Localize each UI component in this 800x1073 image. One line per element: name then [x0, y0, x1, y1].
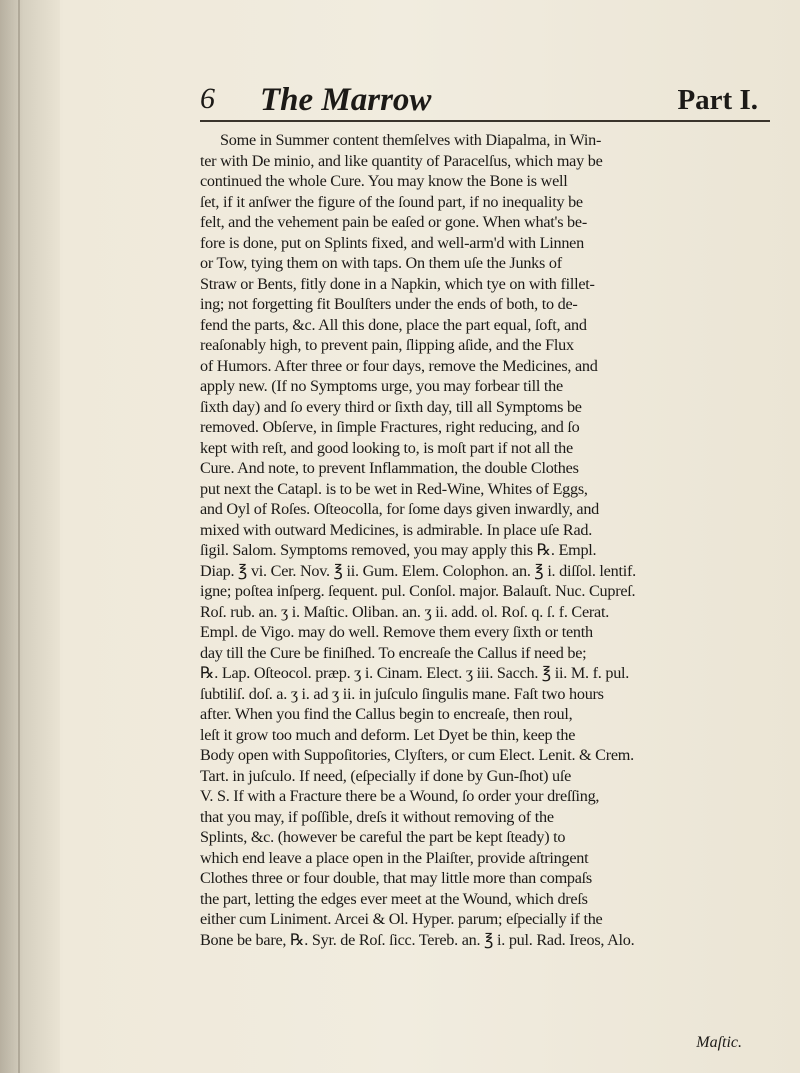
text-line: ℞. Lap. Oſteocol. præp. ʒ i. Cinam. Elect. ʒ iii. Sacch. ℥ ii. M. f. pul. — [200, 664, 630, 682]
text-line: Splints, &c. (however be careful the part be kept ſteady) to — [200, 828, 566, 846]
text-line: fend the parts, &c. All this done, place the part equal, ſoft, and — [200, 315, 587, 334]
text-line: fore is done, put on Splints fixed, and well-arm'd with Linnen — [200, 233, 584, 252]
book-binding-edge — [0, 0, 60, 1073]
text-line: Empl. de Vigo. may do well. Remove them every ſixth or tenth — [200, 623, 593, 641]
text-line: Roſ. rub. an. ʒ i. Maſtic. Oliban. an. ʒ ii. add. ol. Roſ. q. ſ. f. Cerat. — [200, 602, 610, 621]
text-line: ter with De minio, and like quantity of Paracelſus, which may be — [200, 151, 603, 170]
text-line: or Tow, tying them on with taps. On them uſe the Junks of — [200, 254, 562, 272]
text-line: Clothes three or four double, that may little more than compaſs — [200, 869, 592, 887]
book-page — [200, 70, 770, 1050]
page-header — [200, 82, 770, 122]
header-rule — [200, 120, 770, 122]
text-line: V. S. If with a Fracture there be a Wound, ſo order your dreſſing, — [200, 787, 600, 805]
running-title: The Marrow — [260, 82, 432, 118]
text-line: Tart. in juſculo. If need, (eſpecially if done by Gun-ſhot) uſe — [200, 766, 572, 785]
text-line: mixed with outward Medicines, is admirable. In place uſe Rad. — [200, 520, 593, 539]
text-line: ing; not forgetting fit Boulſters under the ends of both, to de- — [200, 295, 578, 313]
body-text — [200, 130, 755, 950]
text-line: removed. Obſerve, in ſimple Fractures, right reducing, and ſo — [200, 418, 580, 436]
text-line: apply new. (If no Symptoms urge, you may forbear till the — [200, 377, 563, 395]
text-line: kept with reſt, and good looking to, is moſt part if not all the — [200, 438, 573, 457]
text-line: Cure. And note, to prevent Inflammation, the double Clothes — [200, 459, 579, 477]
page-number: 6 — [200, 82, 215, 115]
text-line: Some in Summer content themſelves with Diapalma, in Win- — [220, 131, 602, 149]
text-line: day till the Cure be finiſhed. To encreaſe the Callus if need be; — [200, 643, 587, 662]
text-line: after. When you find the Callus begin to encreaſe, then roul, — [200, 705, 573, 723]
text-line: Straw or Bents, fitly done in a Napkin, which tye on with fillet- — [200, 274, 595, 293]
text-line: leſt it grow too much and deform. Let Dyet be thin, keep the — [200, 725, 576, 744]
text-line: and Oyl of Roſes. Oſteocolla, for ſome days given inwardly, and — [200, 500, 600, 518]
text-line: reaſonably high, to prevent pain, ſlipping aſide, and the Flux — [200, 336, 574, 354]
text-line: put next the Catapl. is to be wet in Red-Wine, Whites of Eggs, — [200, 479, 588, 498]
text-line: ſigil. Salom. Symptoms removed, you may apply this ℞. Empl. — [200, 541, 597, 559]
text-line: Bone be bare, ℞. Syr. de Roſ. ſicc. Tereb. an. ℥ i. pul. Rad. Ireos, Alo. — [200, 930, 635, 949]
text-line: Body open with Suppoſitories, Clyſters, or cum Elect. Lenit. & Crem. — [200, 746, 634, 764]
text-line: that you may, if poſſible, dreſs it without removing of the — [200, 807, 554, 826]
text-line: felt, and the vehement pain be eaſed or gone. When what's be- — [200, 213, 587, 231]
text-line: ſubtiliſ. doſ. a. ʒ i. ad ʒ ii. in juſculo ſingulis mane. Faſt two hours — [200, 684, 604, 703]
text-line: the part, letting the edges ever meet at the Wound, which dreſs — [200, 889, 588, 908]
part-label: Part I. — [677, 84, 758, 116]
text-line: which end leave a place open in the Plaiſter, provide aſtringent — [200, 848, 589, 867]
text-line: igne; poſtea inſperg. ſequent. pul. Conſol. major. Balauſt. Nuc. Cupreſ. — [200, 582, 636, 600]
text-line: ſet, if it anſwer the figure of the ſound part, if no inequality be — [200, 192, 583, 211]
catchword: Maſtic. — [696, 1034, 742, 1051]
text-line: Diap. ℥ vi. Cer. Nov. ℥ ii. Gum. Elem. Colophon. an. ℥ i. diſſol. lentif. — [200, 561, 636, 580]
text-line: continued the whole Cure. You may know the Bone is well — [200, 172, 568, 190]
text-line: of Humors. After three or four days, remove the Medicines, and — [200, 356, 598, 375]
text-line: ſixth day) and ſo every third or ſixth day, till all Symptoms be — [200, 397, 582, 416]
text-line: either cum Liniment. Arcei & Ol. Hyper. parum; eſpecially if the — [200, 910, 603, 928]
